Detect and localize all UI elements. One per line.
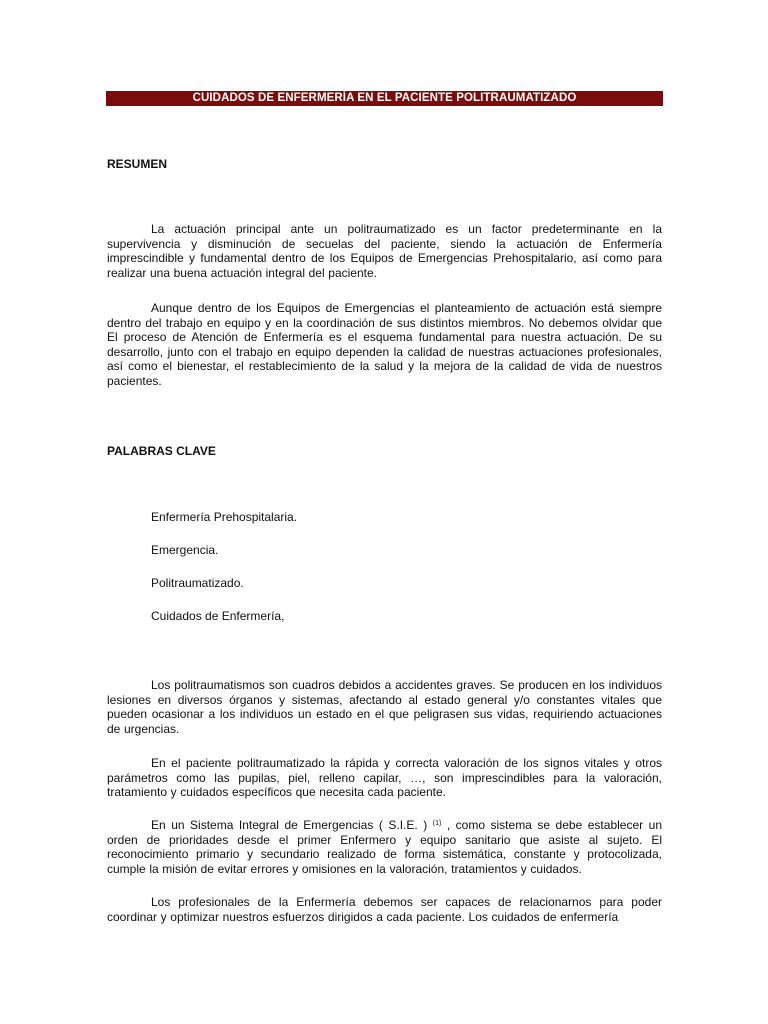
- footnote-reference: (1): [432, 820, 442, 827]
- keyword-item: Emergencia.: [151, 543, 219, 557]
- last-paragraph: Los profesionales de la Enfermería debemos ser capaces de relacionarnos para poder coordinar y optimizar nuestros esfuerzos dirigidos a cada paciente. Los cuidados de enfermería: [107, 895, 662, 924]
- document-title: CUIDADOS DE ENFERMERÍA EN EL PACIENTE POLITRAUMATIZADO: [106, 91, 663, 106]
- resumen-paragraph-2: Aunque dentro de los Equipos de Emergencias el planteamiento de actuación está siempre dentro del trabajo en equipo y en la coordinación de sus distintos miembros. No debemos olvidar que El proceso de Atención de Enfermería es el esquema fundamental para nuestra actuación. De su desarrollo, junto con el trabajo en equipo dependen la calidad de nuestras actuaciones profesionales, así como el bienestar, el restablecimiento de la salud y la mejora de la calidad de vida de nuestros pacientes.: [107, 301, 662, 388]
- resumen-heading: RESUMEN: [107, 157, 168, 171]
- keyword-item: Cuidados de Enfermería,: [151, 609, 285, 623]
- body-paragraph-1: Los politraumatismos son cuadros debidos a accidentes graves. Se producen en los individuos lesiones en diversos órganos y sistemas, afectando al estado general y/o constantes vitales que pueden ocasionar a los individuos un estado en el que peligrasen sus vidas, requiriendo actuaciones de urgencias.: [107, 678, 662, 736]
- resumen-paragraph-1: La actuación principal ante un politraumatizado es un factor predeterminante en la supervivencia y disminución de secuelas del paciente, siendo la actuación de Enfermería imprescindible y fundamental dentro de los Equipos de Emergencias Prehospitalario, así como para realizar una buena actuación integral del paciente.: [107, 222, 662, 280]
- keywords-heading: PALABRAS CLAVE: [107, 444, 216, 458]
- keyword-item: Enfermería Prehospitalaria.: [151, 510, 298, 524]
- keyword-item: Politraumatizado.: [151, 576, 244, 590]
- sie-paragraph: En un Sistema Integral de Emergencias ( S.I.E. ) $^{(1)}$ , como sistema se debe establecer un orden de prioridades desde el primer Enfermero y equipo sanitario que asiste al sujeto. El reconocimiento primario y secundario realizado de forma sistemática, constante y protocolizada, cumple la misión de evitar errores y omisiones en la valoración, tratamientos y cuidados.: [107, 818, 662, 876]
- body-paragraph-2: En el paciente politraumatizado la rápida y correcta valoración de los signos vitales y otros parámetros como las pupilas, piel, relleno capilar, …, son imprescindibles para la valoración, tratamiento y cuidados específicos que necesita cada paciente.: [107, 756, 662, 800]
